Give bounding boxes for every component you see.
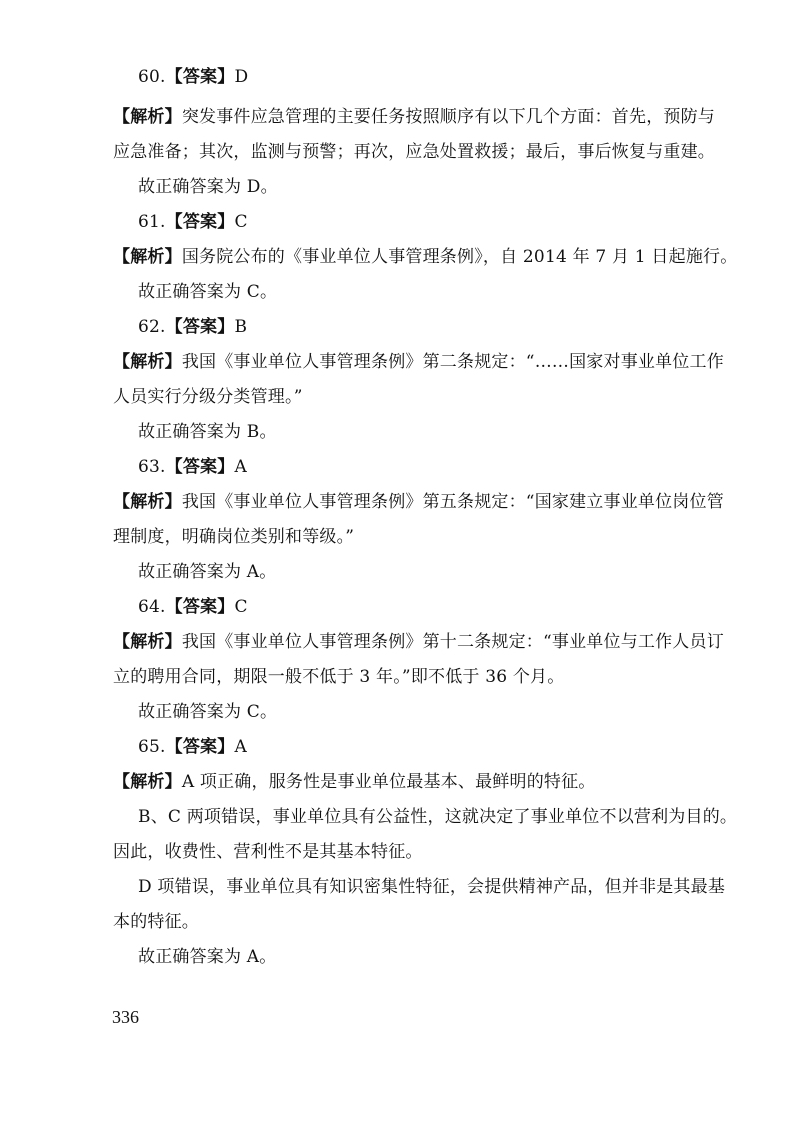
analysis-text: 人员实行分级分类管理。” (113, 387, 303, 407)
answer-value: B (234, 317, 248, 337)
analysis-text: 应急准备；其次，监测与预警；再次，应急处置救援；最后，事后恢复与重建。 (113, 142, 715, 162)
analysis-text: 本的特征。 (113, 912, 199, 932)
conclusion-text: 故正确答案为 C。 (138, 702, 278, 722)
analysis-text: 理制度，明确岗位类别和等级。” (113, 527, 355, 547)
question-62-analysis-line-1 (113, 351, 724, 373)
question-number: 65. (138, 737, 166, 757)
answer-value: A (234, 457, 247, 477)
conclusion-text: 故正确答案为 C。 (138, 282, 278, 302)
question-62-conclusion (138, 421, 277, 443)
question-63-conclusion (138, 561, 276, 583)
question-60-analysis-line-2 (113, 141, 715, 163)
question-64-answer-line (138, 596, 248, 618)
question-number: 63. (138, 457, 166, 477)
analysis-text: 突发事件应急管理的主要任务按照顺序有以下几个方面：首先，预防与 (181, 107, 716, 127)
question-65-paragraph-3-line-2 (113, 911, 199, 933)
question-64-analysis-line-1 (113, 631, 724, 653)
answer-value: D (234, 67, 249, 87)
question-number: 62. (138, 317, 166, 337)
answer-label: 【答案】 (165, 597, 235, 617)
analysis-label: 【解析】 (113, 632, 182, 652)
conclusion-text: 故正确答案为 A。 (138, 562, 277, 582)
question-64-analysis-line-2 (113, 666, 564, 688)
question-65-analysis-line-1 (113, 771, 596, 793)
page-number: 336 (112, 1007, 139, 1027)
analysis-text: 国务院公布的《事业单位人事管理条例》，自 2014 年 7 月 1 日起施行。 (181, 247, 738, 267)
question-65-conclusion (138, 946, 276, 968)
answer-label: 【答案】 (165, 317, 235, 337)
question-65-paragraph-2-line-1 (138, 806, 737, 828)
question-number: 61. (138, 212, 166, 232)
question-61-conclusion (138, 281, 277, 303)
question-65-answer-line (138, 736, 247, 758)
question-65-paragraph-2-line-2 (113, 841, 423, 863)
question-60-analysis-line-1 (113, 106, 715, 128)
analysis-label: 【解析】 (113, 772, 182, 792)
analysis-label: 【解析】 (113, 352, 182, 372)
analysis-label: 【解析】 (113, 107, 182, 127)
answer-label: 【答案】 (165, 737, 235, 757)
analysis-text: 我国《事业单位人事管理条例》第二条规定：“……国家对事业单位工作 (181, 352, 724, 372)
question-63-answer-line (138, 456, 247, 478)
question-60-answer-line (138, 66, 248, 88)
analysis-text: B、C 两项错误，事业单位具有公益性，这就决定了事业单位不以营利为目的。 (138, 807, 738, 827)
analysis-text: A 项正确，服务性是事业单位最基本、最鲜明的特征。 (181, 772, 596, 792)
conclusion-text: 故正确答案为 D。 (138, 177, 278, 197)
analysis-text: 我国《事业单位人事管理条例》第五条规定：“国家建立事业单位岗位管 (181, 492, 724, 512)
answer-value: C (234, 597, 248, 617)
question-number: 64. (138, 597, 166, 617)
answer-label: 【答案】 (165, 457, 235, 477)
question-64-conclusion (138, 701, 277, 723)
question-61-analysis-line-1 (113, 246, 737, 268)
question-60-conclusion (138, 176, 278, 198)
conclusion-text: 故正确答案为 B。 (138, 422, 277, 442)
analysis-text: 我国《事业单位人事管理条例》第十二条规定：“事业单位与工作人员订 (181, 632, 724, 652)
conclusion-text: 故正确答案为 A。 (138, 947, 277, 967)
answer-value: A (234, 737, 247, 757)
question-62-answer-line (138, 316, 247, 338)
question-62-analysis-line-2 (113, 386, 303, 408)
analysis-text: 因此，收费性、营利性不是其基本特征。 (113, 842, 423, 862)
analysis-text: 立的聘用合同，期限一般不低于 3 年。”即不低于 36 个月。 (113, 667, 565, 687)
question-63-analysis-line-2 (113, 526, 354, 548)
question-number: 60. (138, 67, 166, 87)
answer-label: 【答案】 (165, 67, 235, 87)
analysis-label: 【解析】 (113, 247, 182, 267)
answer-value: C (234, 212, 248, 232)
question-63-analysis-line-1 (113, 491, 724, 513)
analysis-text: D 项错误，事业单位具有知识密集性特征，会提供精神产品，但并非是其最基 (138, 877, 726, 897)
answer-label: 【答案】 (165, 212, 235, 232)
analysis-label: 【解析】 (113, 492, 182, 512)
question-61-answer-line (138, 211, 248, 233)
question-65-paragraph-3-line-1 (138, 876, 725, 898)
